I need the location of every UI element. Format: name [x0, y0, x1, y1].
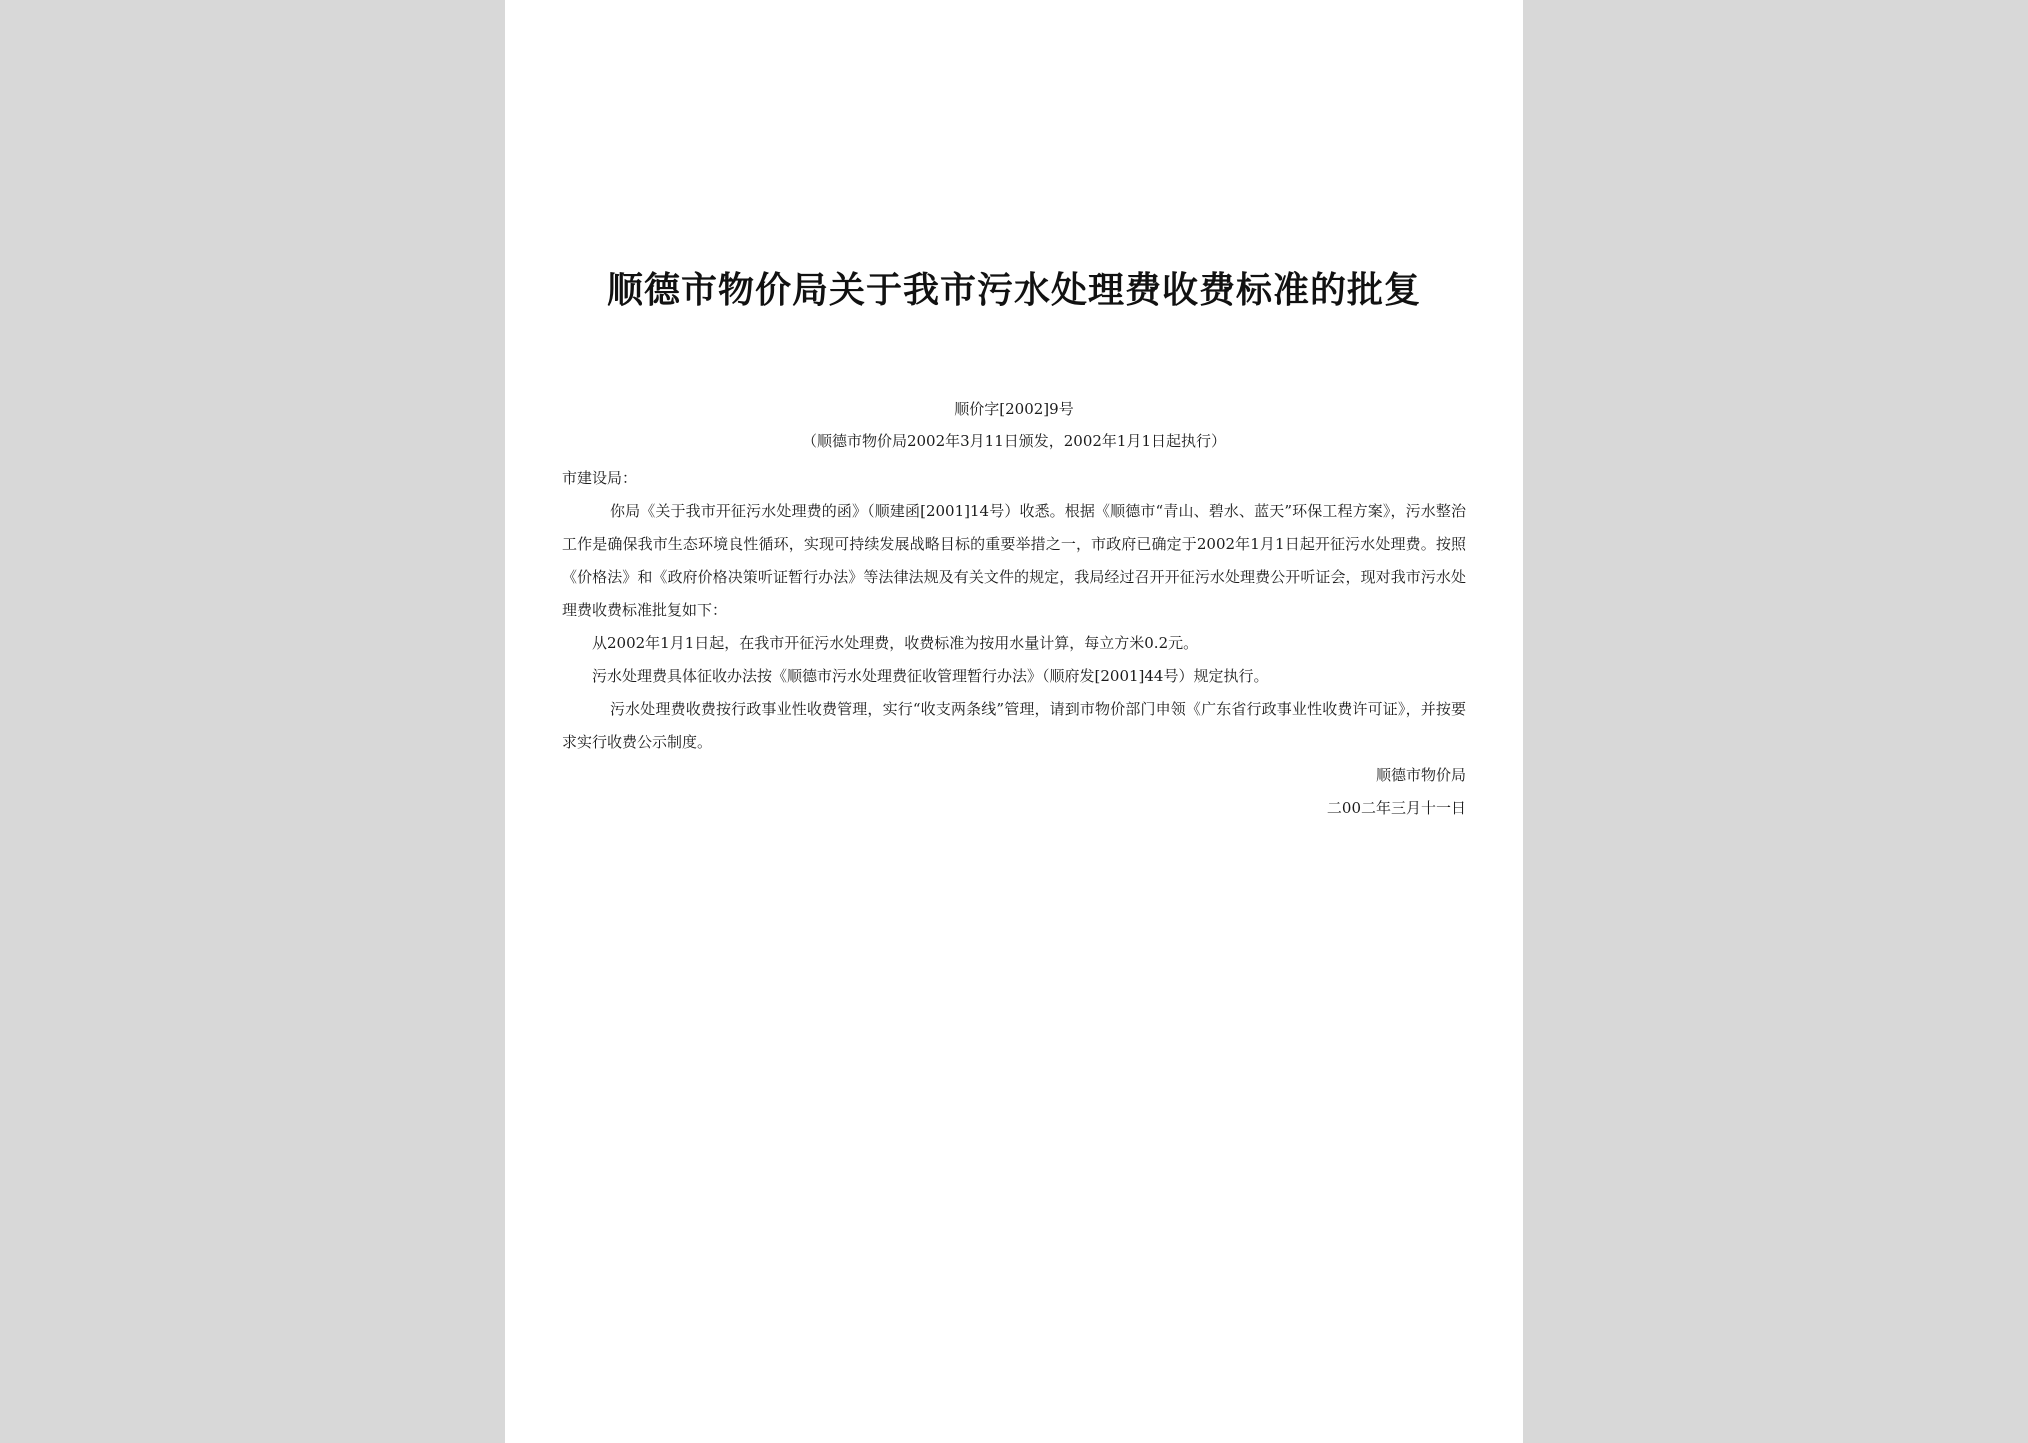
addressee: 市建设局： — [562, 469, 638, 487]
signature: 顺德市物价局 — [1375, 766, 1466, 784]
body-paragraph-1: 你局《关于我市开征污水处理费的函》（顺建函[2001]14号）收悉。根据《顺德市“青山、碧水、蓝天”环保工程方案》，污水整治工作是确保我市生态环境良性循环，实现可持续发展战略目标的重要举措之一，市政府已确定于2002年1月1日起开征污水处理费。按照《价格法》和《政府价格决策听证暂行办法》等法律法规及有关文件的规定，我局经过召开开征污水处理费公开听证会，现对我市污水处理费收费标准批复如下： — [562, 502, 1466, 619]
document-title: 顺德市物价局关于我市污水处理费收费标准的批复 — [606, 269, 1421, 311]
document-page — [505, 0, 1523, 1443]
body-paragraph-2: 从2002年1月1日起，在我市开征污水处理费，收费标准为按用水量计算，每立方米0.2元。 — [592, 634, 1199, 652]
document-body — [562, 462, 1466, 825]
issue-note: （顺德市物价局2002年3月11日颁发，2002年1月1日起执行） — [801, 432, 1227, 450]
document-number: 顺价字[2002]9号 — [954, 400, 1074, 418]
body-paragraph-3: 污水处理费具体征收办法按《顺德市污水处理费征收管理暂行办法》（顺府发[2001]44号）规定执行。 — [592, 667, 1269, 685]
body-paragraph-4: 污水处理费收费按行政事业性收费管理，实行“收支两条线”管理，请到市物价部门申领《广东省行政事业性收费许可证》，并按要求实行收费公示制度。 — [562, 700, 1466, 751]
document-date: 二00二年三月十一日 — [1326, 799, 1466, 817]
